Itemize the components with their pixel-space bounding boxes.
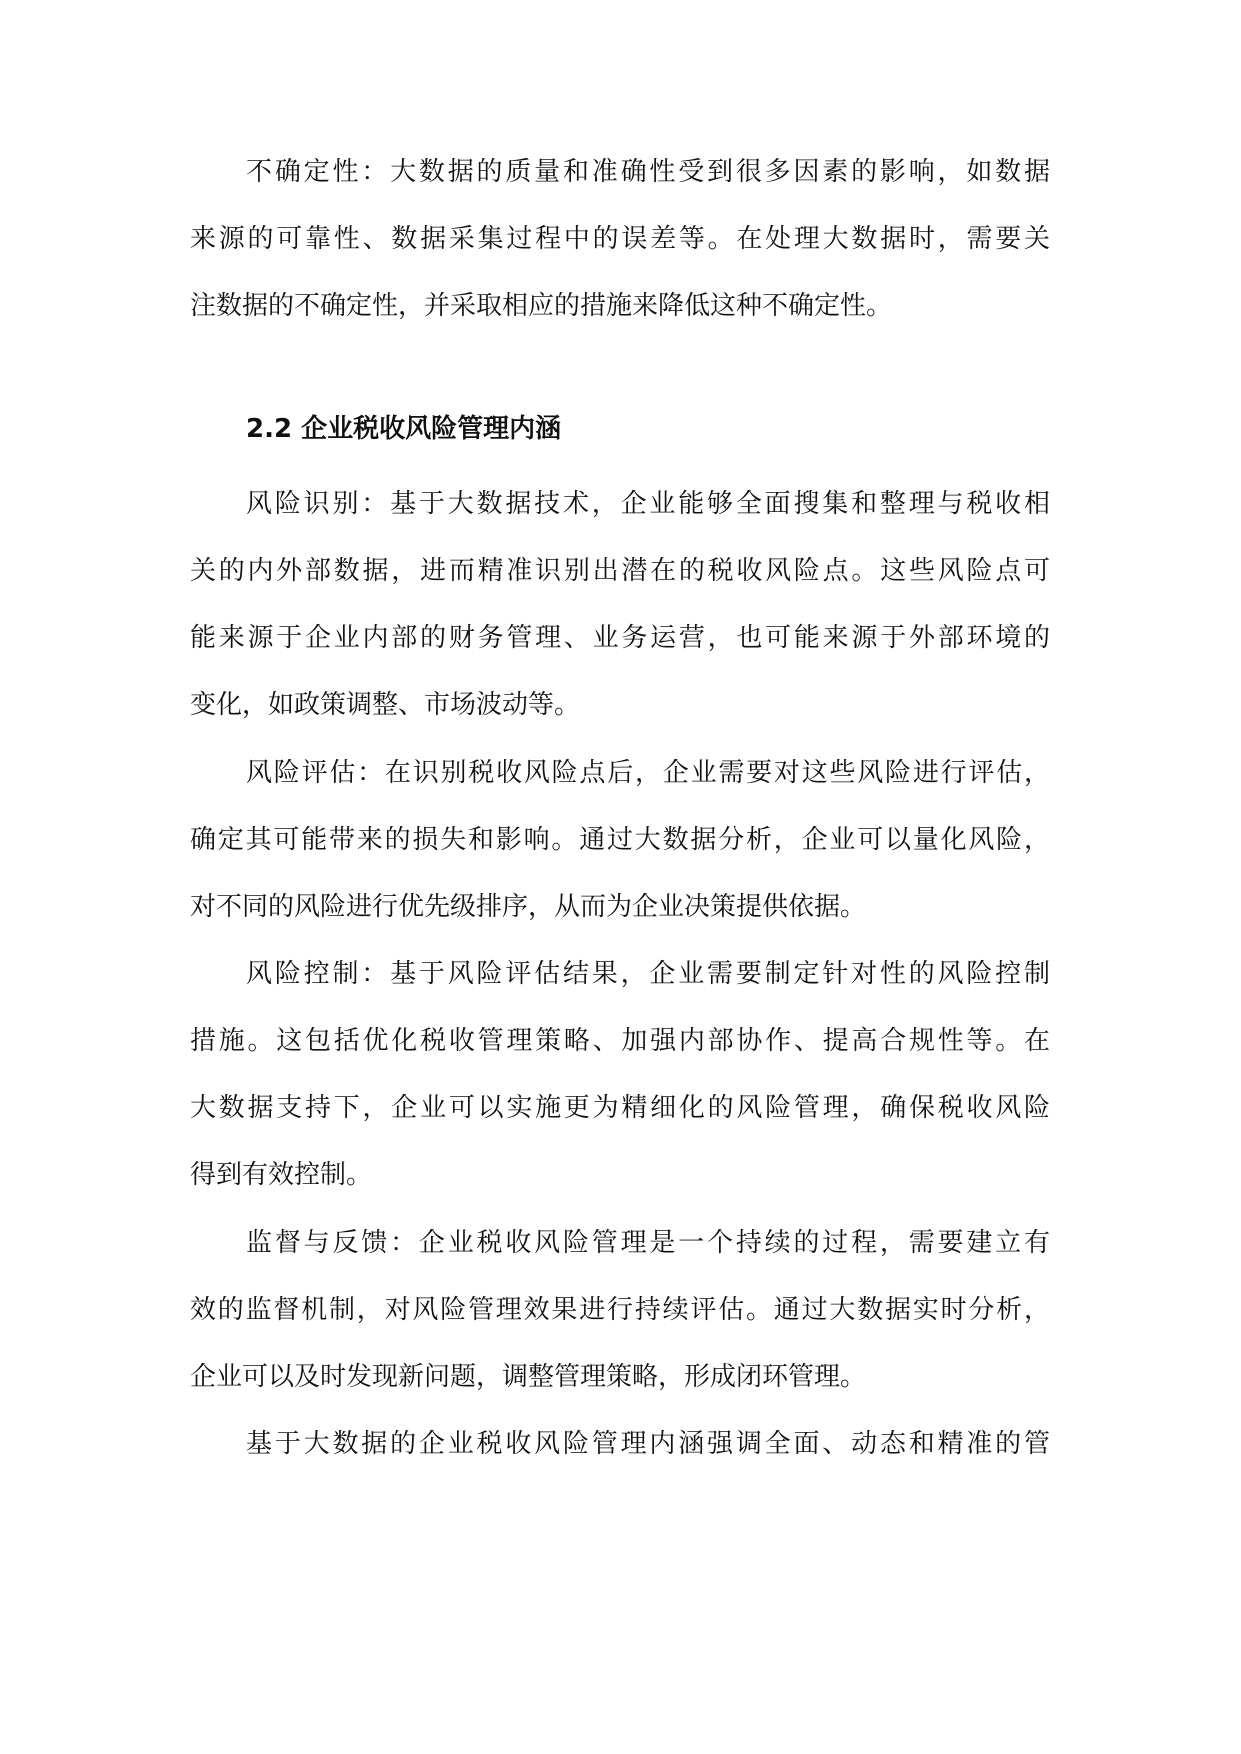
paragraph-summary-line-1: 基于大数据的企业税收风险管理内涵强调全面、动态和精准的管 xyxy=(246,1429,1050,1459)
paragraph-uncertainty-line-3: 注数据的不确定性，并采取相应的措施来降低这种不确定性。 xyxy=(190,291,893,321)
paragraph-risk-assessment-line-1: 风险评估：在识别税收风险点后，企业需要对这些风险进行评估， xyxy=(246,758,1050,788)
paragraph-uncertainty-line-2: 来源的可靠性、数据采集过程中的误差等。在处理大数据时，需要关 xyxy=(190,224,1050,254)
paragraph-risk-control-line-2: 措施。这包括优化税收管理策略、加强内部协作、提高合规性等。在 xyxy=(190,1026,1050,1056)
paragraph-risk-identification-line-2: 关的内外部数据，进而精准识别出潜在的税收风险点。这些风险点可 xyxy=(190,556,1050,586)
paragraph-monitoring-feedback-line-3: 企业可以及时发现新问题，调整管理策略，形成闭环管理。 xyxy=(190,1362,867,1392)
paragraph-monitoring-feedback-line-1: 监督与反馈：企业税收风险管理是一个持续的过程，需要建立有 xyxy=(246,1228,1050,1258)
paragraph-risk-identification-line-4: 变化，如政策调整、市场波动等。 xyxy=(190,690,581,720)
paragraph-risk-control-line-4: 得到有效控制。 xyxy=(190,1160,373,1190)
paragraph-monitoring-feedback-line-2: 效的监督机制，对风险管理效果进行持续评估。通过大数据实时分析， xyxy=(190,1295,1050,1325)
paragraph-risk-control-line-3: 大数据支持下，企业可以实施更为精细化的风险管理，确保税收风险 xyxy=(190,1093,1050,1123)
paragraph-uncertainty-line-1: 不确定性：大数据的质量和准确性受到很多因素的影响，如数据 xyxy=(246,157,1050,187)
paragraph-risk-control-line-1: 风险控制：基于风险评估结果，企业需要制定针对性的风险控制 xyxy=(246,959,1050,989)
section-heading: 2.2 企业税收风险管理内涵 xyxy=(246,414,562,444)
paragraph-risk-assessment-line-3: 对不同的风险进行优先级排序，从而为企业决策提供依据。 xyxy=(190,892,867,922)
paragraph-risk-identification-line-1: 风险识别：基于大数据技术，企业能够全面搜集和整理与税收相 xyxy=(246,489,1050,519)
paragraph-risk-assessment-line-2: 确定其可能带来的损失和影响。通过大数据分析，企业可以量化风险， xyxy=(190,825,1050,855)
paragraph-risk-identification-line-3: 能来源于企业内部的财务管理、业务运营，也可能来源于外部环境的 xyxy=(190,623,1050,653)
